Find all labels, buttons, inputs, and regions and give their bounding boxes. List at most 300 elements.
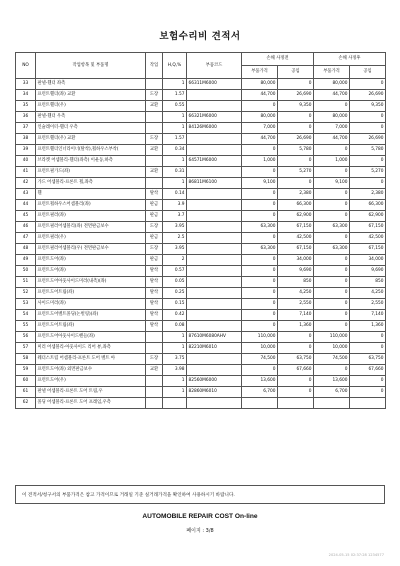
table-row xyxy=(16,277,386,288)
row-before-part-price: 9,100 xyxy=(242,178,278,189)
row-hqty: 3.95 xyxy=(163,222,187,233)
table-row xyxy=(16,310,386,321)
row-hqty: 0.31 xyxy=(163,167,187,178)
header-hqty: H,Q,% xyxy=(163,53,187,79)
row-hqty: 1 xyxy=(163,79,187,90)
row-item: 미러 어셈블리-아웃사이드 리어 뷰,좌측 xyxy=(36,343,146,354)
row-before-labor: 0 xyxy=(278,123,314,134)
row-code xyxy=(187,266,242,277)
row-before-part-price xyxy=(242,398,278,409)
table-row xyxy=(16,90,386,101)
table-row xyxy=(16,321,386,332)
row-code xyxy=(187,255,242,266)
row-item: 휀 xyxy=(36,189,146,200)
row-work: 도장 xyxy=(146,134,163,145)
table-row xyxy=(16,112,386,123)
row-before-part-price: 0 xyxy=(242,288,278,299)
row-item: 판넬-휀더 우측 xyxy=(36,112,146,123)
row-work: 탈착 xyxy=(146,310,163,321)
table-row xyxy=(16,255,386,266)
table-row xyxy=(16,134,386,145)
row-before-labor: 2,550 xyxy=(278,299,314,310)
row-before-part-price: 0 xyxy=(242,299,278,310)
row-hqty: 2 xyxy=(163,255,187,266)
row-after-part-price: 0 xyxy=(314,167,350,178)
row-hqty: 1 xyxy=(163,156,187,167)
row-code xyxy=(187,101,242,112)
row-hqty: 1 xyxy=(163,387,187,398)
row-work: 교환 xyxy=(146,145,163,156)
row-after-part-price: 0 xyxy=(314,145,350,156)
row-before-part-price: 7,000 xyxy=(242,123,278,134)
table-row xyxy=(16,200,386,211)
row-before-part-price: 0 xyxy=(242,255,278,266)
row-code xyxy=(187,90,242,101)
row-before-part-price: 0 xyxy=(242,266,278,277)
row-after-part-price: 1,000 xyxy=(314,156,350,167)
footer-title: AUTOMOBILE REPAIR COST On-line xyxy=(142,513,258,520)
header-no: NO xyxy=(16,53,36,79)
row-hqty: 2.5 xyxy=(163,233,187,244)
row-hqty: 1 xyxy=(163,123,187,134)
row-no: 33 xyxy=(16,79,36,90)
row-before-labor: 67,150 xyxy=(278,244,314,255)
table-row xyxy=(16,233,386,244)
row-before-labor: 9,350 xyxy=(278,101,314,112)
row-before-part-price: 110,000 xyxy=(242,332,278,343)
row-after-labor: 0 xyxy=(350,343,386,354)
row-before-labor: 0 xyxy=(278,112,314,123)
row-hqty: 3.9 xyxy=(163,200,187,211)
row-before-labor: 0 xyxy=(278,178,314,189)
row-before-labor: 4,250 xyxy=(278,288,314,299)
row-after-labor: 67,150 xyxy=(350,222,386,233)
row-item: 가드 어셈블리-프론트 휠,좌측 xyxy=(36,178,146,189)
row-before-labor: 1,360 xyxy=(278,321,314,332)
row-item: 프런트휠하우스어셈블리(좌) xyxy=(36,200,146,211)
row-after-part-price: 80,000 xyxy=(314,79,350,90)
table-row xyxy=(16,178,386,189)
row-before-part-price: 80,000 xyxy=(242,112,278,123)
header-before-labor: 공임 xyxy=(278,66,314,79)
row-no: 44 xyxy=(16,200,36,211)
row-work: 도장 xyxy=(146,244,163,255)
row-hqty: 3.95 xyxy=(163,244,187,255)
row-before-part-price: 6,700 xyxy=(242,387,278,398)
row-item: 프런트필러(우) xyxy=(36,233,146,244)
table-row xyxy=(16,398,386,409)
row-item: 프런트도어(우) xyxy=(36,376,146,387)
row-after-part-price: 6,700 xyxy=(314,387,350,398)
row-after-labor: 26,690 xyxy=(350,134,386,145)
row-code: 84126M6000 xyxy=(187,123,242,134)
row-item: 프런트필러어셈블리(우) 전면판금보수 xyxy=(36,244,146,255)
row-after-labor: 26,690 xyxy=(350,90,386,101)
row-before-labor: 34,000 xyxy=(278,255,314,266)
row-before-labor: 42,500 xyxy=(278,233,314,244)
row-after-labor: 0 xyxy=(350,332,386,343)
table-row xyxy=(16,222,386,233)
row-code xyxy=(187,222,242,233)
row-code xyxy=(187,145,242,156)
row-code xyxy=(187,200,242,211)
row-no: 56 xyxy=(16,332,36,343)
row-after-part-price: 0 xyxy=(314,299,350,310)
row-after-labor: 1,360 xyxy=(350,321,386,332)
row-before-labor: 9,690 xyxy=(278,266,314,277)
row-no: 43 xyxy=(16,189,36,200)
row-no: 55 xyxy=(16,321,36,332)
header-before-part-price: 부품가격 xyxy=(242,66,278,79)
row-before-part-price: 44,700 xyxy=(242,134,278,145)
row-item: 프런트휀더인너라이너(탈착),휠하우스부착( xyxy=(36,145,146,156)
row-item: 프런트도어트림(좌) xyxy=(36,321,146,332)
table-row xyxy=(16,167,386,178)
row-after-labor: 67,660 xyxy=(350,365,386,376)
row-work xyxy=(146,387,163,398)
row-item: 인슐레이터-휀더 우측 xyxy=(36,123,146,134)
row-before-labor: 7,140 xyxy=(278,310,314,321)
row-work: 도장 xyxy=(146,90,163,101)
row-no: 52 xyxy=(16,288,36,299)
row-no: 49 xyxy=(16,255,36,266)
row-code xyxy=(187,134,242,145)
header-after-part-price: 부품가격 xyxy=(314,66,350,79)
row-item: 브라켓 어셈블리-휀더(좌측) 이운동,하측 xyxy=(36,156,146,167)
row-after-labor: 9,690 xyxy=(350,266,386,277)
row-after-labor: 7,140 xyxy=(350,310,386,321)
row-code xyxy=(187,310,242,321)
row-no: 40 xyxy=(16,156,36,167)
row-item: 프런트필러어셈블리(좌) 전면판금보수 xyxy=(36,222,146,233)
row-before-labor: 850 xyxy=(278,277,314,288)
row-after-part-price: 0 xyxy=(314,200,350,211)
row-code xyxy=(187,277,242,288)
row-work: 교환 xyxy=(146,167,163,178)
row-hqty: 1.57 xyxy=(163,90,187,101)
row-after-part-price: 0 xyxy=(314,288,350,299)
row-after-labor: 0 xyxy=(350,123,386,134)
row-hqty: 0.55 xyxy=(163,101,187,112)
table-row xyxy=(16,156,386,167)
row-after-labor: 67,150 xyxy=(350,244,386,255)
row-no: 34 xyxy=(16,90,36,101)
row-code xyxy=(187,244,242,255)
row-item: 프런트도어벨트몰딩(논벌링)(좌) xyxy=(36,310,146,321)
row-before-labor: 26,690 xyxy=(278,134,314,145)
table-row xyxy=(16,332,386,343)
row-code: 82860M6010 xyxy=(187,387,242,398)
row-hqty: 1 xyxy=(163,112,187,123)
row-code xyxy=(187,354,242,365)
row-before-part-price: 0 xyxy=(242,145,278,156)
row-before-part-price: 0 xyxy=(242,211,278,222)
row-before-labor: 0 xyxy=(278,387,314,398)
row-no: 39 xyxy=(16,145,36,156)
row-after-part-price: 0 xyxy=(314,277,350,288)
row-before-part-price: 63,300 xyxy=(242,244,278,255)
row-no: 54 xyxy=(16,310,36,321)
row-after-part-price: 0 xyxy=(314,321,350,332)
row-code xyxy=(187,167,242,178)
row-after-part-price: 9,100 xyxy=(314,178,350,189)
row-after-labor: 4,250 xyxy=(350,288,386,299)
row-before-labor: 0 xyxy=(278,376,314,387)
row-after-part-price: 10,000 xyxy=(314,343,350,354)
row-no: 50 xyxy=(16,266,36,277)
row-item: 웨더스트립 어셈블리-프론트 도어 벨트 아 xyxy=(36,354,146,365)
row-work xyxy=(146,343,163,354)
row-code xyxy=(187,189,242,200)
page-number: 페이지 : 3/8 xyxy=(186,528,214,534)
row-after-part-price: 7,000 xyxy=(314,123,350,134)
row-no: 46 xyxy=(16,222,36,233)
row-after-labor: 42,500 xyxy=(350,233,386,244)
row-work xyxy=(146,156,163,167)
row-before-part-price: 1,000 xyxy=(242,156,278,167)
table-row xyxy=(16,299,386,310)
row-no: 53 xyxy=(16,299,36,310)
row-after-labor: 5,270 xyxy=(350,167,386,178)
row-item: 프런트도어아웃사이드핸들(좌) xyxy=(36,332,146,343)
row-no: 58 xyxy=(16,354,36,365)
row-before-part-price: 0 xyxy=(242,321,278,332)
price-notice: 이 견적서/청구서의 부품가격은 참고 가격이므로 거래일 기준 실거래가격을 확인하여 사용하시기 바랍니다. xyxy=(15,485,385,504)
row-after-part-price: 63,300 xyxy=(314,222,350,233)
row-after-part-price: 0 xyxy=(314,255,350,266)
row-after-part-price: 0 xyxy=(314,310,350,321)
row-hqty: 0.14 xyxy=(163,189,187,200)
row-item: 프런트필러(좌) xyxy=(36,211,146,222)
row-hqty: 0.15 xyxy=(163,299,187,310)
header-work: 작업 xyxy=(146,53,163,79)
row-after-part-price: 44,700 xyxy=(314,90,350,101)
row-no: 57 xyxy=(16,343,36,354)
row-before-labor: 0 xyxy=(278,343,314,354)
row-hqty: 1.57 xyxy=(163,134,187,145)
row-item: 프런트도어(좌) 외면판금보수 xyxy=(36,365,146,376)
table-row xyxy=(16,189,386,200)
row-hqty: 3.7 xyxy=(163,211,187,222)
row-item: 판넬-휀더 좌측 xyxy=(36,79,146,90)
row-before-part-price: 13,600 xyxy=(242,376,278,387)
row-hqty: 3.98 xyxy=(163,365,187,376)
row-before-labor: 67,150 xyxy=(278,222,314,233)
row-hqty: 0.42 xyxy=(163,310,187,321)
row-work xyxy=(146,112,163,123)
table-row xyxy=(16,123,386,134)
row-after-labor: 9,350 xyxy=(350,101,386,112)
row-code: 64571M6000 xyxy=(187,156,242,167)
row-no: 42 xyxy=(16,178,36,189)
row-work: 탈착 xyxy=(146,288,163,299)
row-before-labor: 67,660 xyxy=(278,365,314,376)
row-code xyxy=(187,321,242,332)
row-after-part-price xyxy=(314,398,350,409)
row-code: 82210M6010 xyxy=(187,343,242,354)
row-no: 59 xyxy=(16,365,36,376)
row-work xyxy=(146,123,163,134)
row-code: 87610M6080AHV xyxy=(187,332,242,343)
row-before-labor: 0 xyxy=(278,332,314,343)
row-work xyxy=(146,376,163,387)
row-work: 판금 xyxy=(146,200,163,211)
row-hqty: 1 xyxy=(163,332,187,343)
row-after-part-price: 63,300 xyxy=(314,244,350,255)
row-item: 프런트도어트림(좌) xyxy=(36,288,146,299)
row-code xyxy=(187,288,242,299)
row-work: 판금 xyxy=(146,233,163,244)
row-work: 탈착 xyxy=(146,321,163,332)
row-no: 62 xyxy=(16,398,36,409)
row-item: 몰딩 어셈블리-프론트 도어 프레임,우측 xyxy=(36,398,146,409)
row-code: 82560M6000 xyxy=(187,376,242,387)
row-before-part-price: 0 xyxy=(242,233,278,244)
row-item: 프런트휀더(우) xyxy=(36,101,146,112)
row-work: 탈착 xyxy=(146,299,163,310)
row-after-part-price: 0 xyxy=(314,266,350,277)
row-no: 45 xyxy=(16,211,36,222)
row-no: 47 xyxy=(16,233,36,244)
row-work: 도장 xyxy=(146,354,163,365)
row-item: 프런트휀더(좌) 교환 xyxy=(36,90,146,101)
row-no: 51 xyxy=(16,277,36,288)
row-no: 60 xyxy=(16,376,36,387)
row-before-labor: 63,750 xyxy=(278,354,314,365)
row-after-part-price: 74,500 xyxy=(314,354,350,365)
row-item: 프런트휀더(우) 교환 xyxy=(36,134,146,145)
row-item: 사이드미러(좌) xyxy=(36,299,146,310)
row-after-part-price: 44,700 xyxy=(314,134,350,145)
row-item: 프런트도어아웃사이드미러(내측)(좌) xyxy=(36,277,146,288)
row-before-labor: 5,270 xyxy=(278,167,314,178)
row-before-part-price: 0 xyxy=(242,365,278,376)
row-before-part-price: 44,700 xyxy=(242,90,278,101)
header-item: 작업항목 및 부품명 xyxy=(36,53,146,79)
row-before-part-price: 0 xyxy=(242,101,278,112)
row-work xyxy=(146,178,163,189)
row-after-labor: 62,900 xyxy=(350,211,386,222)
row-after-labor: 34,000 xyxy=(350,255,386,266)
row-before-part-price: 63,300 xyxy=(242,222,278,233)
row-hqty: 1 xyxy=(163,343,187,354)
document-title: 보험수리비 견적서 xyxy=(159,31,241,42)
row-before-labor xyxy=(278,398,314,409)
row-work xyxy=(146,398,163,409)
row-after-labor: 0 xyxy=(350,112,386,123)
table-row xyxy=(16,145,386,156)
row-after-part-price: 13,600 xyxy=(314,376,350,387)
row-work: 도장 xyxy=(146,222,163,233)
row-after-labor: 850 xyxy=(350,277,386,288)
row-before-part-price: 80,000 xyxy=(242,79,278,90)
row-before-part-price: 0 xyxy=(242,310,278,321)
row-code xyxy=(187,398,242,409)
row-work: 탈착 xyxy=(146,189,163,200)
row-hqty: 0.25 xyxy=(163,288,187,299)
row-after-labor: 2,550 xyxy=(350,299,386,310)
table-row xyxy=(16,387,386,398)
header-after: 손해 사정후 xyxy=(314,53,386,66)
table-row xyxy=(16,376,386,387)
table-row xyxy=(16,365,386,376)
row-item: 판넬 어셈블리-프론트 도어 트림,우 xyxy=(36,387,146,398)
row-no: 37 xyxy=(16,123,36,134)
estimate-table xyxy=(15,52,386,409)
row-code xyxy=(187,211,242,222)
row-work: 탈착 xyxy=(146,266,163,277)
row-hqty: 0.05 xyxy=(163,277,187,288)
row-after-part-price: 0 xyxy=(314,101,350,112)
row-item: 프런트필가드(좌) xyxy=(36,167,146,178)
row-before-labor: 26,690 xyxy=(278,90,314,101)
row-no: 38 xyxy=(16,134,36,145)
table-row xyxy=(16,266,386,277)
row-code xyxy=(187,365,242,376)
row-work: 탈착 xyxy=(146,277,163,288)
table-row xyxy=(16,101,386,112)
row-before-part-price: 0 xyxy=(242,189,278,200)
row-before-labor: 2,380 xyxy=(278,189,314,200)
row-code xyxy=(187,299,242,310)
row-hqty: 0.57 xyxy=(163,266,187,277)
print-stamp: 2024-05-15 02:37:28 1234577 xyxy=(328,553,384,557)
row-work xyxy=(146,79,163,90)
table-row xyxy=(16,244,386,255)
row-no: 48 xyxy=(16,244,36,255)
row-before-labor: 66,300 xyxy=(278,200,314,211)
row-work: 판금 xyxy=(146,211,163,222)
row-after-labor: 0 xyxy=(350,156,386,167)
row-code: 66321M6000 xyxy=(187,112,242,123)
row-hqty: 3.75 xyxy=(163,354,187,365)
row-code: 66311M6000 xyxy=(187,79,242,90)
row-before-labor: 62,900 xyxy=(278,211,314,222)
row-before-part-price: 10,000 xyxy=(242,343,278,354)
table-row xyxy=(16,211,386,222)
row-item: 프런트도어(좌) xyxy=(36,255,146,266)
row-after-part-price: 0 xyxy=(314,365,350,376)
row-hqty: 1 xyxy=(163,178,187,189)
row-after-part-price: 80,000 xyxy=(314,112,350,123)
row-after-part-price: 0 xyxy=(314,211,350,222)
row-before-part-price: 0 xyxy=(242,200,278,211)
table-row xyxy=(16,354,386,365)
row-after-labor: 63,750 xyxy=(350,354,386,365)
row-before-part-price: 0 xyxy=(242,167,278,178)
row-after-part-price: 0 xyxy=(314,189,350,200)
row-after-labor: 0 xyxy=(350,387,386,398)
row-code xyxy=(187,233,242,244)
row-after-labor: 0 xyxy=(350,79,386,90)
row-before-labor: 0 xyxy=(278,79,314,90)
row-hqty: 1 xyxy=(163,376,187,387)
header-before: 손해 사정전 xyxy=(242,53,314,66)
row-before-labor: 5,780 xyxy=(278,145,314,156)
row-hqty: 0.08 xyxy=(163,321,187,332)
table-row xyxy=(16,79,386,90)
row-after-labor: 0 xyxy=(350,376,386,387)
row-work: 판금 xyxy=(146,255,163,266)
header-after-labor: 공임 xyxy=(350,66,386,79)
header-code: 부품코드 xyxy=(187,53,242,79)
row-after-labor: 2,380 xyxy=(350,189,386,200)
row-no: 36 xyxy=(16,112,36,123)
row-no: 35 xyxy=(16,101,36,112)
row-item: 프런트도어(좌) xyxy=(36,266,146,277)
row-after-part-price: 0 xyxy=(314,233,350,244)
row-code: 86811M6100 xyxy=(187,178,242,189)
